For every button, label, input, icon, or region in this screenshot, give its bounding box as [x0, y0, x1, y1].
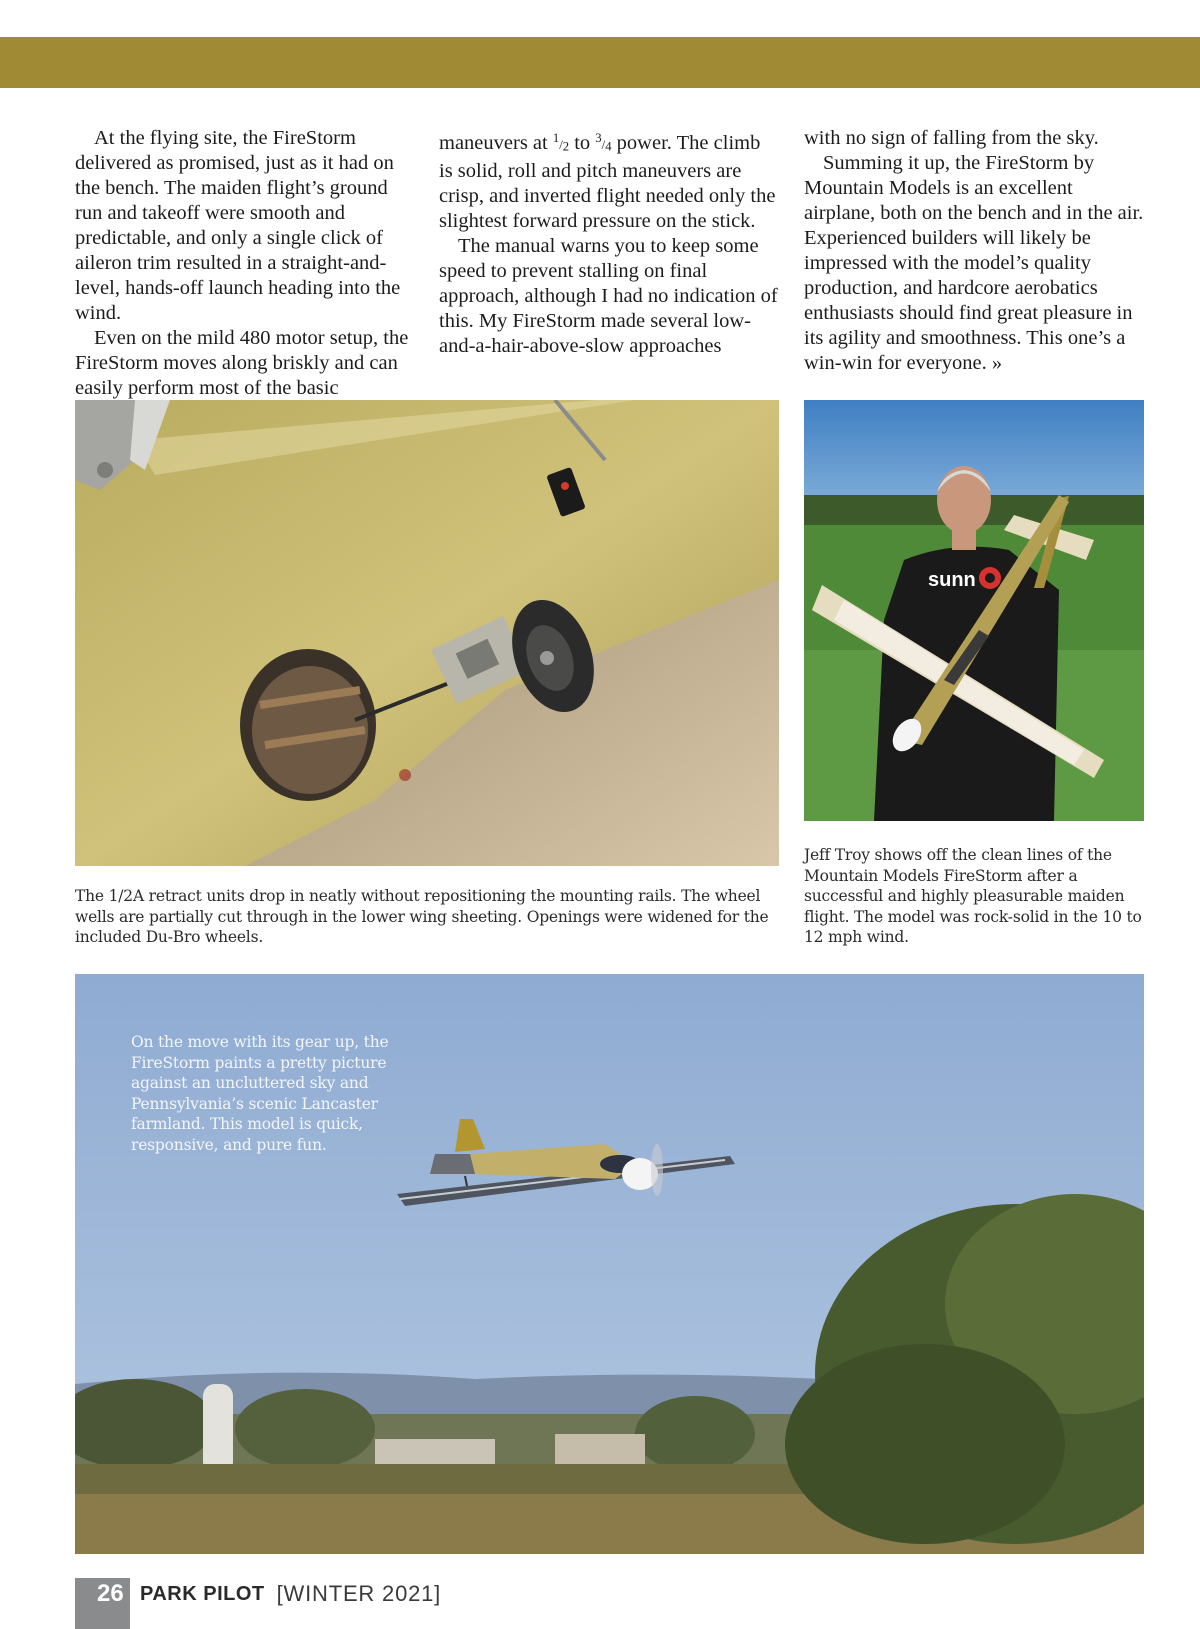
page-number: 26 — [97, 1580, 124, 1607]
fraction-numerator: 3 — [595, 131, 602, 145]
article-column-1 — [75, 126, 415, 401]
wheel-photo-caption: The 1/2A retract units drop in neatly without repositioning the mounting rails. The wheel wells are partially cut through in the lower wing sheeting. Openings were widened for the included Du-Bro wheels. — [75, 887, 769, 946]
page-number-box — [75, 1578, 130, 1629]
fraction-half: $^1/_2$ — [552, 131, 570, 154]
article-paragraph: Summing it up, the FireStorm by Mountain Models is an excellent airplane, both on the bench and in the air. Experienced builders will likely be impressed with the model’s quality production, and hardcore aerobatics enthusiasts should find great pleasure in its agility and smoothness. This one’s a win-win for everyone. » — [804, 152, 1144, 374]
text-run: to — [569, 131, 596, 154]
pilot-with-model-photo — [804, 400, 1144, 821]
text-run: power. The climb is solid, roll and pitch maneuvers are crisp, and inverted flight needed only the slightest forward pressure on the stick. — [439, 131, 776, 233]
article-paragraph — [439, 126, 779, 234]
magazine-name: PARK PILOT — [140, 1583, 265, 1605]
issue-label: [WINTER 2021] — [276, 1581, 442, 1606]
article-column-3 — [804, 126, 1144, 376]
text-run: maneuvers at — [439, 131, 553, 154]
fraction-denominator: 2 — [562, 139, 570, 154]
article-paragraph: with no sign of falling from the sky. — [804, 127, 1099, 149]
fraction-three-quarters: $^3/_4$ — [595, 131, 612, 154]
shirt-logo-text: sunn — [928, 569, 976, 591]
article-paragraph: At the flying site, the FireStorm delivered as promised, just as it had on the bench. The maiden flight’s ground run and takeoff were smooth and predictable, and only a single click of aileron trim resulted in a straight-and-level, hands-off launch heading into the wind. — [75, 127, 401, 324]
header-color-band — [0, 37, 1200, 88]
pilot-photo-caption: Jeff Troy shows off the clean lines of the Mountain Models FireStorm after a successful and highly pleasurable maiden flight. The model was rock-solid in the 10 to 12 mph wind. — [804, 846, 1142, 946]
fraction-denominator: 4 — [605, 139, 612, 154]
article-paragraph: The manual warns you to keep some speed to prevent stalling on final approach, although I had no indication of this. My FireStorm made several low-and-a-hair-above-slow approaches — [439, 235, 778, 358]
article-paragraph: Even on the mild 480 motor setup, the FireStorm moves along briskly and can easily perform most of the basic — [75, 327, 409, 399]
fraction-numerator: 1 — [552, 131, 560, 145]
page-footer — [75, 1578, 441, 1629]
wheel-well-photo — [75, 400, 779, 866]
article-column-2 — [439, 126, 779, 359]
flight-photo-caption: On the move with its gear up, the FireStorm paints a pretty picture against an uncluttered sky and Pennsylvania’s scenic Lancaster farmland. This model is quick, responsive, and pure fun. — [131, 1033, 389, 1154]
